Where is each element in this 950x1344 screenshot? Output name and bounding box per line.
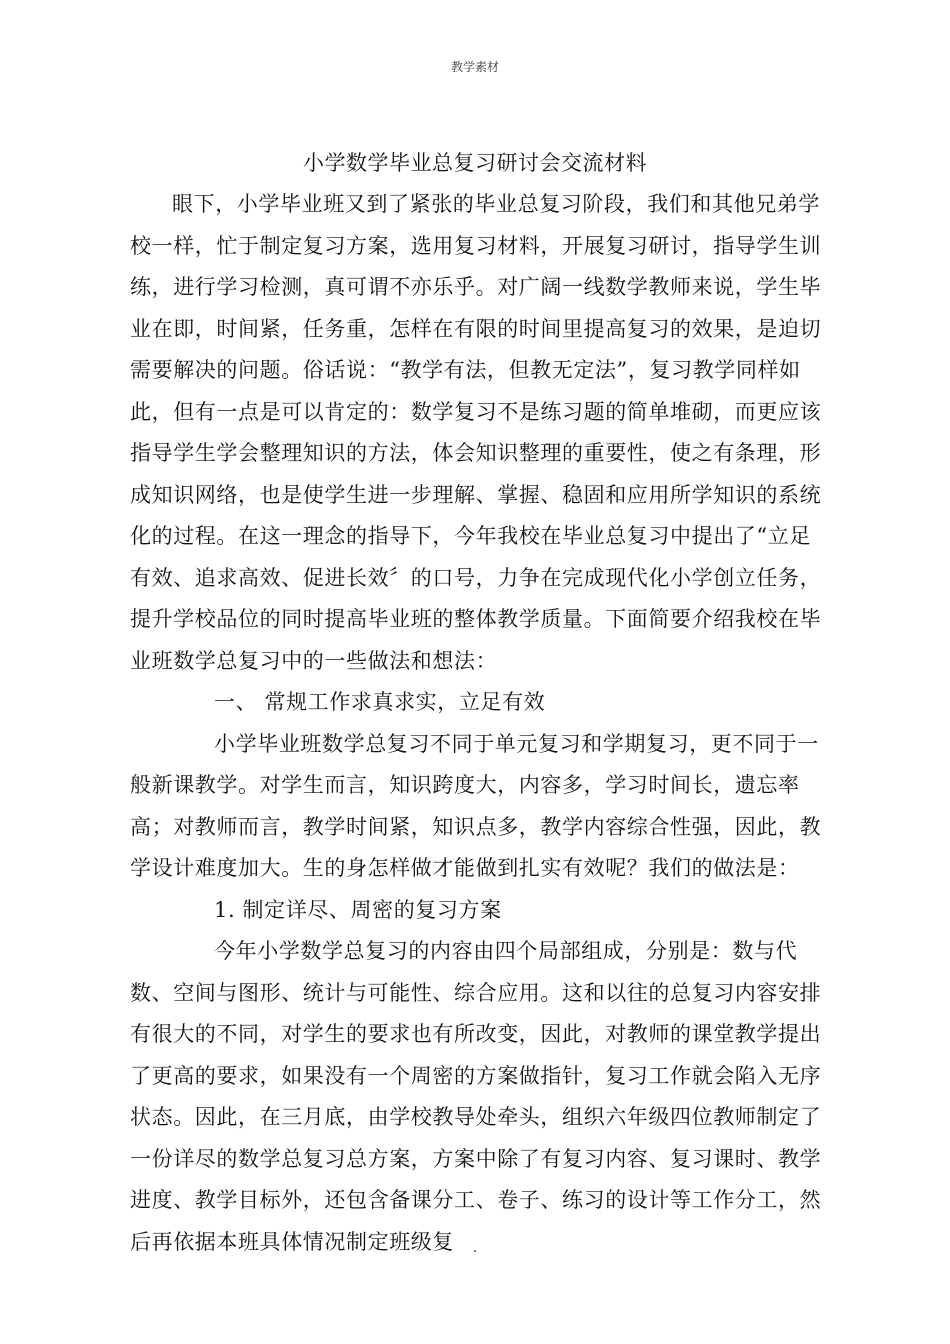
subsection-1-paragraph: 今年小学数学总复习的内容由四个局部组成，分别是：数与代数、空间与图形、统计与可能性、综合应用。这和以往的总复习内容安排有很大的不同，对学生的要求也有所改变，因此，对教师的课堂教学提出了更高的要求，如果没有一个周密的方案做指针，复习工作就会陷入无序状态。因此，在三月底，由学校教导处牵头，组织六年级四位教师制定了一份详尽的数学总复习总方案，方案中除了有复习内容、复习课时、教学进度、教学目标外，还包含备课分工、卷子、练习的设计等工作分工，然后再依据本班具体情况制定班级复 xyxy=(130,939,822,1254)
section-1-paragraph: 小学毕业班数学总复习不同于单元复习和学期复习，更不同于一般新课教学。对学生而言，知识跨度大，内容多，学习时间长，遗忘率高；对教师而言，教学时间紧，知识点多，教学内容综合性强，因此，教学设计难度加大。生的身怎样做才能做到扎实有效呢？我们的做法是： xyxy=(130,731,822,880)
page-footer-mark: . xyxy=(472,1240,478,1256)
document-body xyxy=(130,184,830,1263)
page-header: 教学素材 xyxy=(450,60,499,74)
subsection-heading-1: 1. 制定详尽、周密的复习方案 xyxy=(214,897,502,922)
intro-paragraph: 眼下，小学毕业班又到了紧张的毕业总复习阶段，我们和其他兄弟学校一样，忙于制定复习方案，选用复习材料，开展复习研讨，指导学生训练，进行学习检测，真可谓不亦乐乎。对广阔一线数学教师来说，学生毕业在即，时间紧，任务重，怎样在有限的时间里提高复习的效果，是迫切需要解决的问题。俗话说：“教学有法，但教无定法”，复习教学同样如此，但有一点是可以肯定的：数学复习不是练习题的简单堆砌，而更应该指导学生学会整理知识的方法，体会知识整理的重要性，使之有条理，形成知识网络，也是使学生进一步理解、掌握、稳固和应用所学知识的系统化的过程。在这一理念的指导下，今年我校在毕业总复习中提出了“立足有效、追求高效、促进长效〞的口号，力争在完成现代化小学创立任务，提升学校品位的同时提高毕业班的整体教学质量。下面简要介绍我校在毕业班数学总复习中的一些做法和想法： xyxy=(130,192,822,673)
document-title: 小学数学毕业总复习研讨会交流材料 xyxy=(303,151,647,175)
section-heading-1: 一、 常规工作求真求实，立足有效 xyxy=(214,690,546,714)
